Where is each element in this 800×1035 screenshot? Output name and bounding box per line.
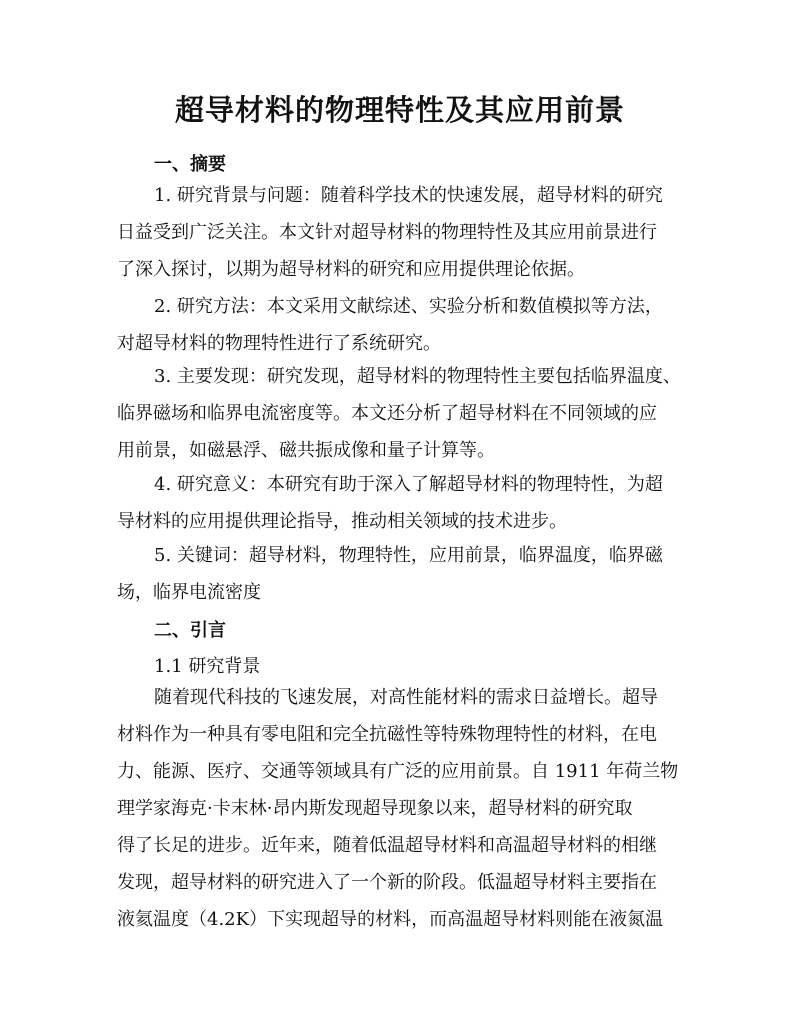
text-line: 发现，超导材料的研究进入了一个新的阶段。低温超导材料主要指在 <box>117 872 657 893</box>
text-line: 随着现代科技的飞速发展，对高性能材料的需求日益增长。超导 <box>154 687 658 708</box>
text-line: 2. 研究方法：本文采用文献综述、实验分析和数值模拟等方法， <box>154 296 663 317</box>
text-line: 对超导材料的物理特性进行了系统研究。 <box>117 333 441 354</box>
abstract-item-1 <box>117 177 697 288</box>
text-line: 导材料的应用提供理论指导，推动相关领域的技术进步。 <box>117 511 567 532</box>
text-line: 5. 关键词：超导材料，物理特性，应用前景，临界温度，临界磁 <box>154 545 663 566</box>
document-title: 超导材料的物理特性及其应用前景 <box>174 93 625 127</box>
introduction-paragraph <box>117 679 697 938</box>
subsection-heading-background: 1.1 研究背景 <box>154 656 261 677</box>
text-line: 力、能源、医疗、交通等领域具有广泛的应用前景。自 1911 年荷兰物 <box>117 761 679 782</box>
text-line: 用前景，如磁悬浮、磁共振成像和量子计算等。 <box>117 440 495 461</box>
abstract-item-2 <box>117 288 697 362</box>
text-line: 材料作为一种具有零电阻和完全抗磁性等特殊物理特性的材料，在电 <box>117 724 657 745</box>
text-line: 日益受到广泛关注。本文针对超导材料的物理特性及其应用前景进行 <box>117 222 657 243</box>
section-heading-introduction: 二、引言 <box>154 620 226 641</box>
text-line: 场，临界电流密度 <box>117 582 261 603</box>
abstract-item-3 <box>117 358 697 469</box>
text-line: 得了长足的进步。近年来，随着低温超导材料和高温超导材料的相继 <box>117 835 657 856</box>
text-line: 液氦温度（4.2K）下实现超导的材料，而高温超导材料则能在液氮温 <box>117 909 664 930</box>
text-line: 1. 研究背景与问题：随着科学技术的快速发展，超导材料的研究 <box>154 185 663 206</box>
abstract-item-5 <box>117 537 697 611</box>
text-line: 4. 研究意义：本研究有助于深入了解超导材料的物理特性，为超 <box>154 474 663 495</box>
text-line: 3. 主要发现：研究发现，超导材料的物理特性主要包括临界温度、 <box>154 366 681 387</box>
abstract-item-4 <box>117 466 697 540</box>
section-heading-abstract: 一、摘要 <box>154 154 226 175</box>
text-line: 临界磁场和临界电流密度等。本文还分析了超导材料在不同领域的应 <box>117 403 657 424</box>
text-line: 理学家海克·卡末林·昂内斯发现超导现象以来，超导材料的研究取 <box>117 798 633 819</box>
text-line: 了深入探讨，以期为超导材料的研究和应用提供理论依据。 <box>117 259 585 280</box>
